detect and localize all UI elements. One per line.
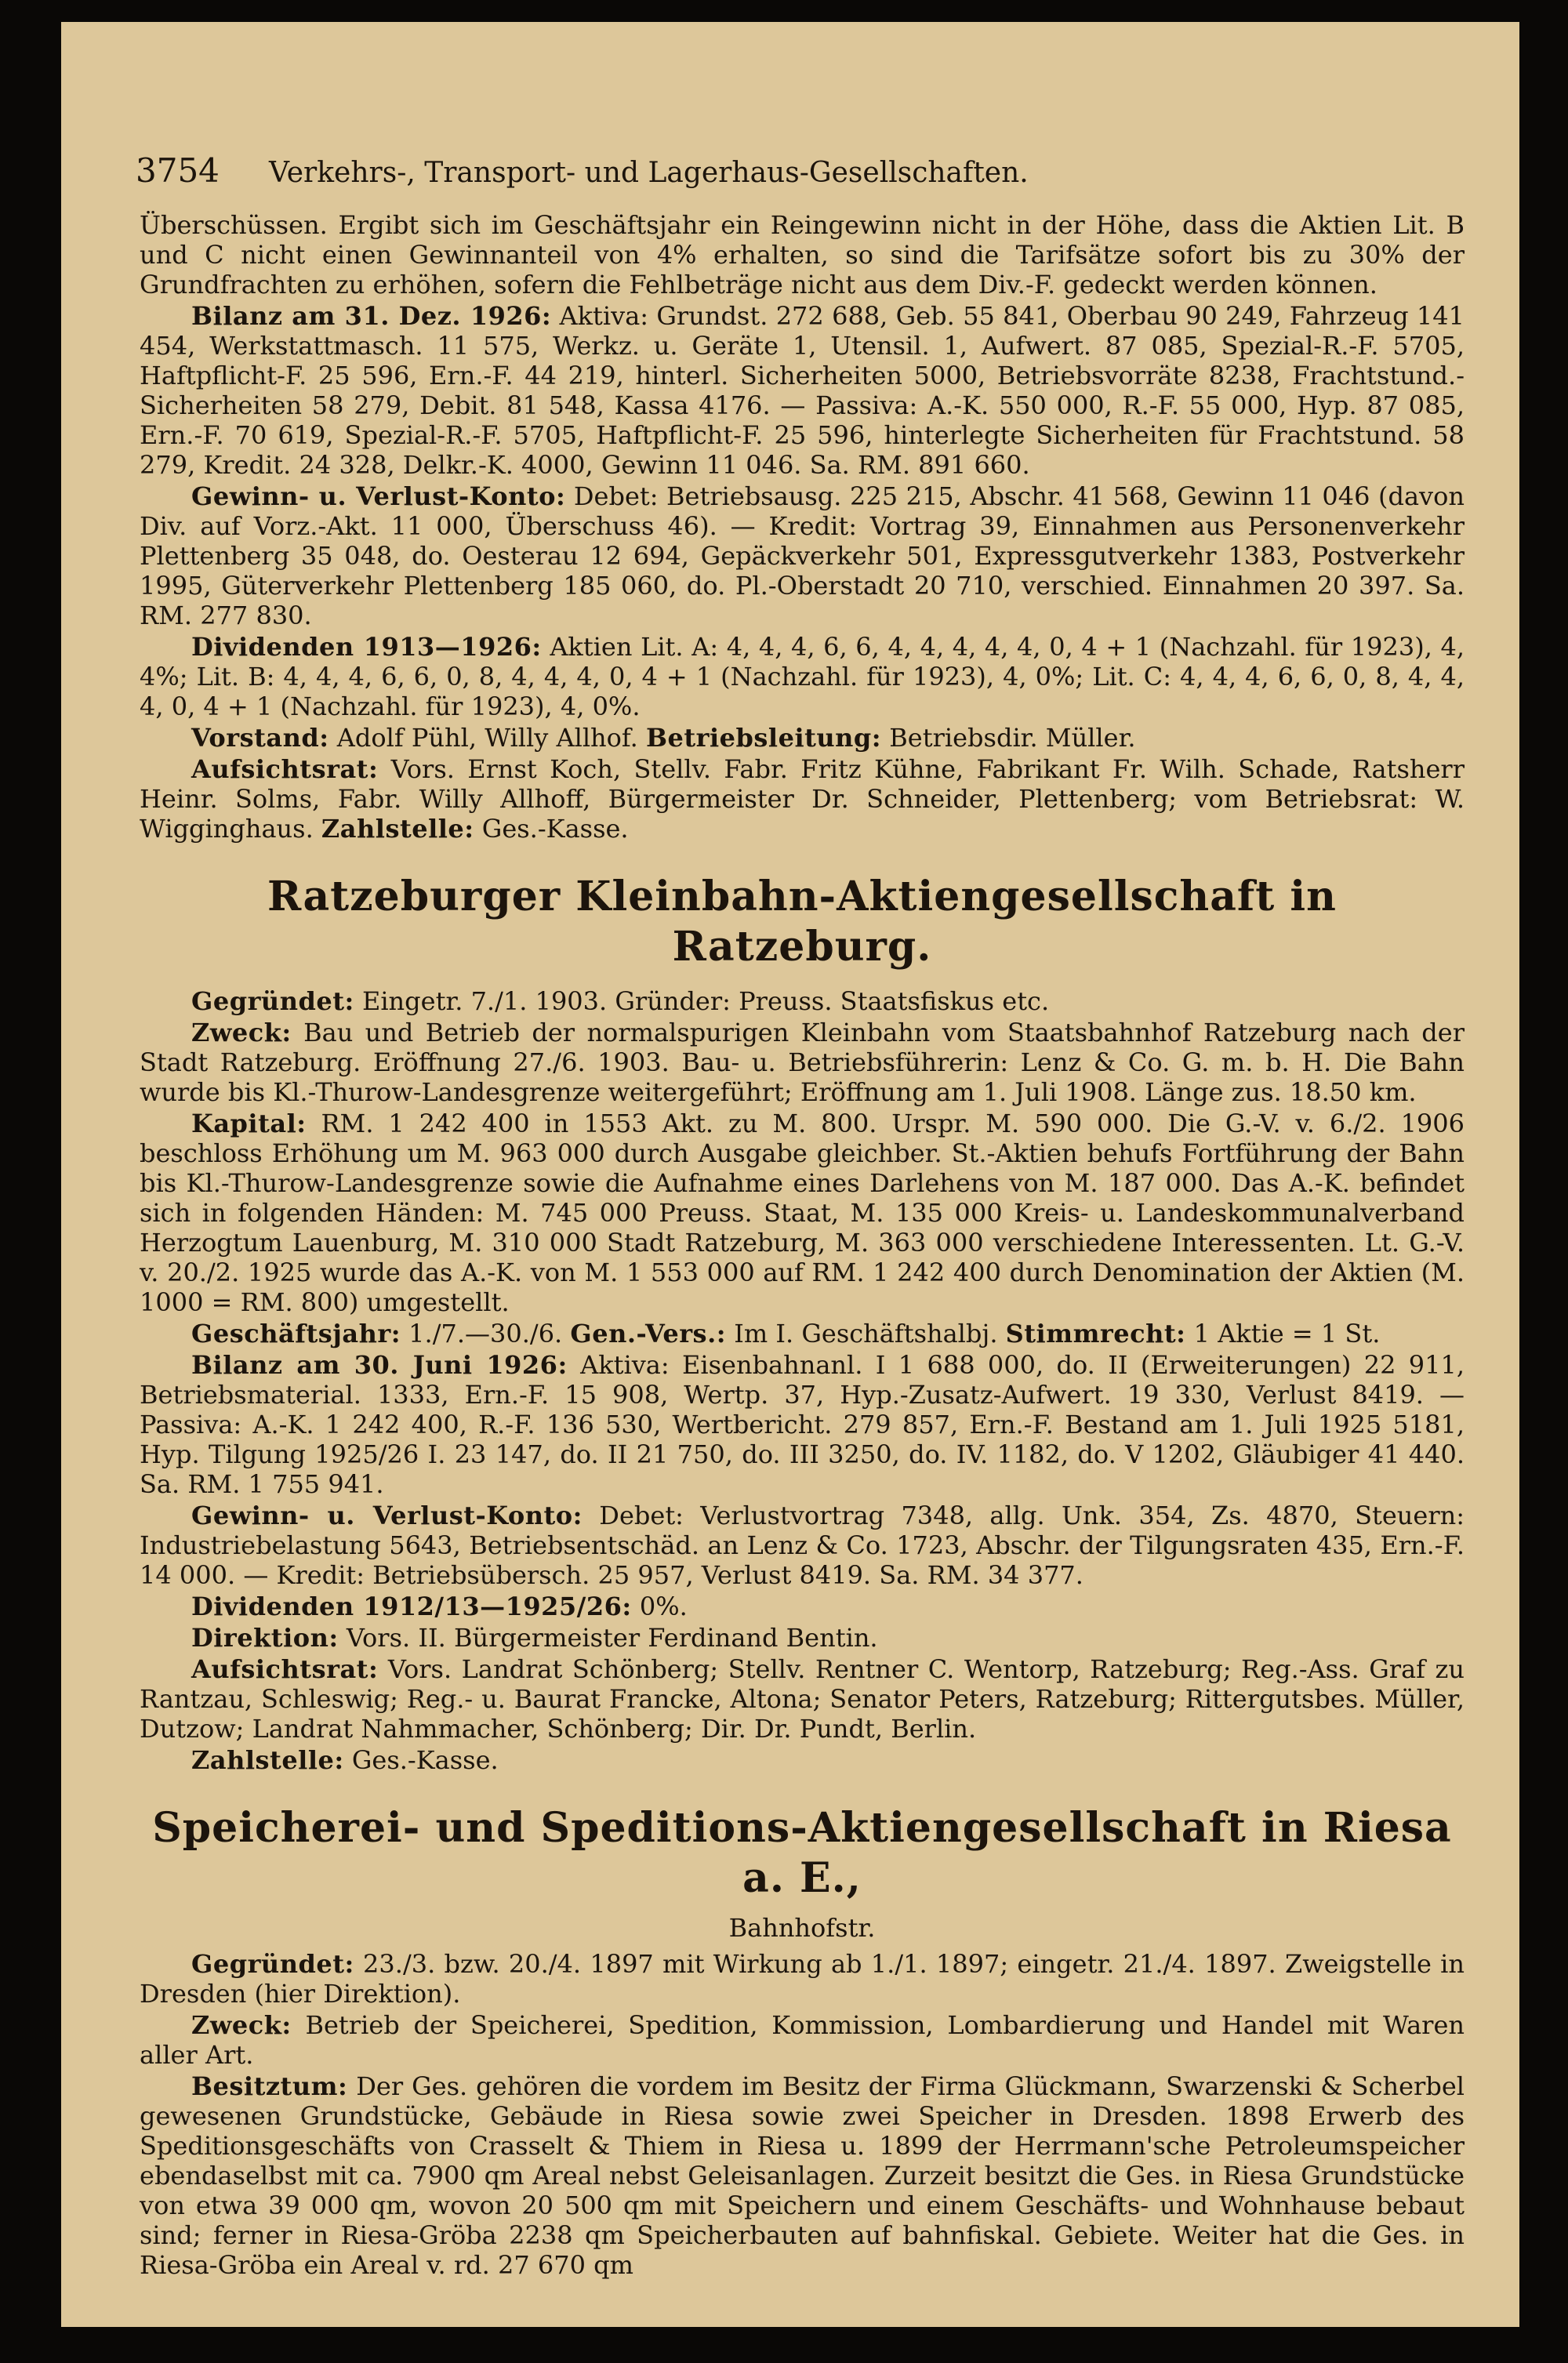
geschaeftsjahr-text: 1./7.—30./6. <box>408 1319 563 1348</box>
direktion-paragraph <box>140 1623 1465 1653</box>
aufsichtsrat-paragraph <box>140 1654 1465 1744</box>
gegruendet-paragraph <box>140 986 1465 1016</box>
gegruendet-label: Gegründet: <box>191 986 354 1016</box>
zweck-paragraph <box>140 2010 1465 2070</box>
geschaeftsjahr-paragraph <box>140 1319 1465 1348</box>
geschaeftsjahr-label: Geschäftsjahr: <box>191 1319 401 1348</box>
zweck-text: Betrieb der Speicherei, Spedition, Kommission, Lombardierung und Handel mit Waren aller Art. <box>140 2010 1465 2070</box>
aufsichtsrat-paragraph <box>140 754 1465 844</box>
stimmrecht-label: Stimmrecht: <box>1005 1319 1186 1348</box>
document-page <box>61 22 1519 2327</box>
gen-vers-text: Im I. Geschäftshalbj. <box>734 1319 998 1348</box>
gegruendet-label: Gegründet: <box>191 1949 354 1979</box>
zahlstelle-label: Zahlstelle: <box>321 814 474 844</box>
guv-label: Gewinn- u. Verlust-Konto: <box>191 481 566 511</box>
besitztum-paragraph <box>140 2071 1465 2280</box>
kapital-paragraph <box>140 1109 1465 1317</box>
company-title-ratzeburg: Ratzeburger Kleinbahn-Aktiengesellschaft in Ratzeburg. <box>267 873 1337 971</box>
bilanz-paragraph <box>140 301 1465 480</box>
page-header <box>136 151 1390 190</box>
aufsichtsrat-text: Vors. Landrat Schönberg; Stellv. Rentner C. Wentorp, Ratzeburg; Reg.-Ass. Graf zu Rantzau, Schleswig; Reg.- u. Baurat Francke, Altona; Senator Peters, Ratzeburg; Rittergutsbes. Müller, Dutzow; Landrat Nahmmacher, Schönberg; Dir. Dr. Pundt, Berlin. <box>140 1654 1465 1744</box>
dividenden-paragraph <box>140 632 1465 721</box>
zweck-label: Zweck: <box>191 2010 292 2040</box>
company-title-riesa: Speicherei- und Speditions-Aktiengesellschaft in Riesa a. E., <box>152 1804 1452 1902</box>
intro-paragraph: Überschüssen. Ergibt sich im Geschäftsjahr ein Reingewinn nicht in der Höhe, dass die Aktien Lit. B und C nicht einen Gewinnanteil von 4% erhalten, so sind die Tarifsätze sofort bis zu 30% der Grundfrachten zu erhöhen, sofern die Fehlbeträge nicht aus dem Div.-F. gedeckt werden können. <box>140 210 1465 299</box>
vorstand-text: Adolf Pühl, Willy Allhof. <box>336 723 638 753</box>
zweck-text: Bau und Betrieb der normalspurigen Kleinbahn vom Staatsbahnhof Ratzeburg nach der Stadt Ratzeburg. Eröffnung 27./6. 1903. Bau- u. Betriebsführerin: Lenz & Co. G. m. b. H. Die Bahn wurde bis Kl.-Thurow-Landesgrenze weitergeführt; Eröffnung am 1. Juli 1908. Länge zus. 18.50 km. <box>140 1018 1465 1107</box>
bilanz-text: Aktiva: Grundst. 272 688, Geb. 55 841, Oberbau 90 249, Fahrzeug 141 454, Werkstattmasch. 11 575, Werkz. u. Geräte 1, Utensil. 1, Aufwert. 87 085, Spezial-R.-F. 5705, Haftpflicht-F. 25 596, Ern.-F. 44 219, hinterl. Sicherheiten 5000, Betriebsvorräte 8238, Frachtstund.-Sicherheiten 58 279, Debit. 81 548, Kassa 4176. — Passiva: A.-K. 550 000, R.-F. 55 000, Hyp. 87 085, Ern.-F. 70 619, Spezial-R.-F. 5705, Haftpflicht-F. 25 596, hinterlegte Sicherheiten für Frachtstund. 58 279, Kredit. 24 328, Delkr.-K. 4000, Gewinn 11 046. Sa. RM. 891 660. <box>140 301 1465 480</box>
aufsichtsrat-label: Aufsichtsrat: <box>191 754 379 784</box>
vorstand-label: Vorstand: <box>191 723 329 753</box>
besitztum-label: Besitztum: <box>191 2071 348 2101</box>
betriebsleitung-label: Betriebsleitung: <box>645 723 882 753</box>
aufsichtsrat-label: Aufsichtsrat: <box>191 1654 379 1684</box>
zahlstelle-label: Zahlstelle: <box>191 1745 344 1775</box>
zahlstelle-text: Ges.-Kasse. <box>351 1745 499 1775</box>
guv-paragraph <box>140 1501 1465 1590</box>
betriebsleitung-text: Betriebsdir. Müller. <box>889 723 1136 753</box>
vorstand-paragraph <box>140 723 1465 753</box>
stimmrecht-text: 1 Aktie = 1 St. <box>1193 1319 1381 1348</box>
dividenden-label: Dividenden 1913—1926: <box>191 632 542 662</box>
dividenden-text: Aktien Lit. A: 4, 4, 4, 6, 6, 4, 4, 4, 4, 4, 0, 4 + 1 (Nachzahl. für 1923), 4, 4%; Lit. B: 4, 4, 4, 6, 6, 0, 8, 4, 4, 4, 0, 4 + 1 (Nachzahl. für 1923), 4, 0%; Lit. C: 4, 4, 4, 6, 6, 0, 8, 4, 4, 4, 0, 4 + 1 (Nachzahl. für 1923), 4, 0%. <box>140 632 1465 721</box>
zahlstelle-paragraph <box>140 1745 1465 1775</box>
aufsichtsrat-text: Vors. Ernst Koch, Stellv. Fabr. Fritz Kühne, Fabrikant Fr. Wilh. Schade, Ratsherr Heinr. Solms, Fabr. Willy Allhoff, Bürgermeister Dr. Schneider, Plettenberg; vom Betriebsrat: W. Wigginghaus. <box>140 754 1465 844</box>
direktion-label: Direktion: <box>191 1623 339 1653</box>
page-number: 3754 <box>136 151 220 190</box>
kapital-label: Kapital: <box>191 1109 307 1138</box>
dividenden-text: 0%. <box>639 1592 688 1621</box>
gegruendet-text: 23./3. bzw. 20./4. 1897 mit Wirkung ab 1./1. 1897; eingetr. 21./4. 1897. Zweigstelle in Dresden (hier Direktion). <box>140 1949 1465 2009</box>
guv-text: Debet: Verlustvortrag 7348, allg. Unk. 354, Zs. 4870, Steuern: Industriebelastung 5643, Betriebsentschäd. an Lenz & Co. 1723, Abschr. der Tilgungsraten 435, Ern.-F. 14 000. — Kredit: Betriebsübersch. 25 957, Verlust 8419. Sa. RM. 34 377. <box>140 1501 1465 1590</box>
dividenden-paragraph <box>140 1592 1465 1621</box>
guv-paragraph <box>140 481 1465 630</box>
running-title: Verkehrs-, Transport- und Lagerhaus-Gesellschaften. <box>269 157 1029 189</box>
zahlstelle-text: Ges.-Kasse. <box>481 814 629 844</box>
direktion-text: Vors. II. Bürgermeister Ferdinand Bentin. <box>346 1623 878 1653</box>
gegruendet-paragraph <box>140 1949 1465 2009</box>
page-content <box>140 210 1465 2281</box>
bilanz-label: Bilanz am 31. Dez. 1926: <box>191 301 552 331</box>
company-subtitle: Bahnhofstr. <box>728 1913 876 1943</box>
bilanz-paragraph <box>140 1350 1465 1499</box>
kapital-text: RM. 1 242 400 in 1553 Akt. zu M. 800. Urspr. M. 590 000. Die G.-V. v. 6./2. 1906 beschloss Erhöhung um M. 963 000 durch Ausgabe gleichber. St.-Aktien behufs Fortführung der Bahn bis Kl.-Thurow-Landesgrenze sowie die Aufnahme eines Darlehens von M. 187 000. Das A.-K. befindet sich in folgenden Händen: M. 745 000 Preuss. Staat, M. 135 000 Kreis- u. Landeskommunalverband Herzogtum Lauenburg, M. 310 000 Stadt Ratzeburg, M. 363 000 verschiedene Interessenten. Lt. G.-V. v. 20./2. 1925 wurde das A.-K. von M. 1 553 000 auf RM. 1 242 400 durch Denomination der Aktien (M. 1000 = RM. 800) umgestellt. <box>140 1109 1465 1317</box>
dividenden-label: Dividenden 1912/13—1925/26: <box>191 1592 632 1621</box>
besitztum-text: Der Ges. gehören die vordem im Besitz der Firma Glückmann, Swarzenski & Scherbel gewesenen Grundstücke, Gebäude in Riesa sowie zwei Speicher in Dresden. 1898 Erwerb des Speditionsgeschäfts von Crasselt & Thiem in Riesa u. 1899 der Herrmann'sche Petroleumspeicher ebendaselbst mit ca. 7900 qm Areal nebst Geleisanlagen. Zurzeit besitzt die Ges. in Riesa Grundstücke von etwa 39 000 qm, wovon 20 500 qm mit Speichern und einem Geschäfts- und Wohnhause bebaut sind; ferner in Riesa-Gröba 2238 qm Speicherbauten auf bahnfiskal. Gebiete. Weiter hat die Ges. in Riesa-Gröba ein Areal v. rd. 27 670 qm <box>140 2071 1465 2280</box>
bilanz-label: Bilanz am 30. Juni 1926: <box>191 1350 568 1380</box>
guv-text: Debet: Betriebsausg. 225 215, Abschr. 41 568, Gewinn 11 046 (davon Div. auf Vorz.-Akt. 11 000, Überschuss 46). — Kredit: Vortrag 39, Einnahmen aus Personenverkehr Plettenberg 35 048, do. Oesterau 12 694, Gepäckverkehr 501, Expressgutverkehr 1383, Postverkehr 1995, Güterverkehr Plettenberg 185 060, do. Pl.-Oberstadt 20 710, verschied. Einnahmen 20 397. Sa. RM. 277 830. <box>140 481 1465 630</box>
zweck-label: Zweck: <box>191 1018 292 1047</box>
zweck-paragraph <box>140 1018 1465 1107</box>
gegruendet-text: Eingetr. 7./1. 1903. Gründer: Preuss. Staatsfiskus etc. <box>361 986 1050 1016</box>
guv-label: Gewinn- u. Verlust-Konto: <box>191 1501 583 1530</box>
gen-vers-label: Gen.-Vers.: <box>570 1319 727 1348</box>
bilanz-text: Aktiva: Eisenbahnanl. I 1 688 000, do. II (Erweiterungen) 22 911, Betriebsmaterial. 1333, Ern.-F. 15 908, Wertp. 37, Hyp.-Zusatz-Aufwert. 19 330, Verlust 8419. — Passiva: A.-K. 1 242 400, R.-F. 136 530, Wertbericht. 279 857, Ern.-F. Bestand am 1. Juli 1925 5181, Hyp. Tilgung 1925/26 I. 23 147, do. II 21 750, do. III 3250, do. IV. 1182, do. V 1202, Gläubiger 41 440. Sa. RM. 1 755 941. <box>140 1350 1465 1499</box>
